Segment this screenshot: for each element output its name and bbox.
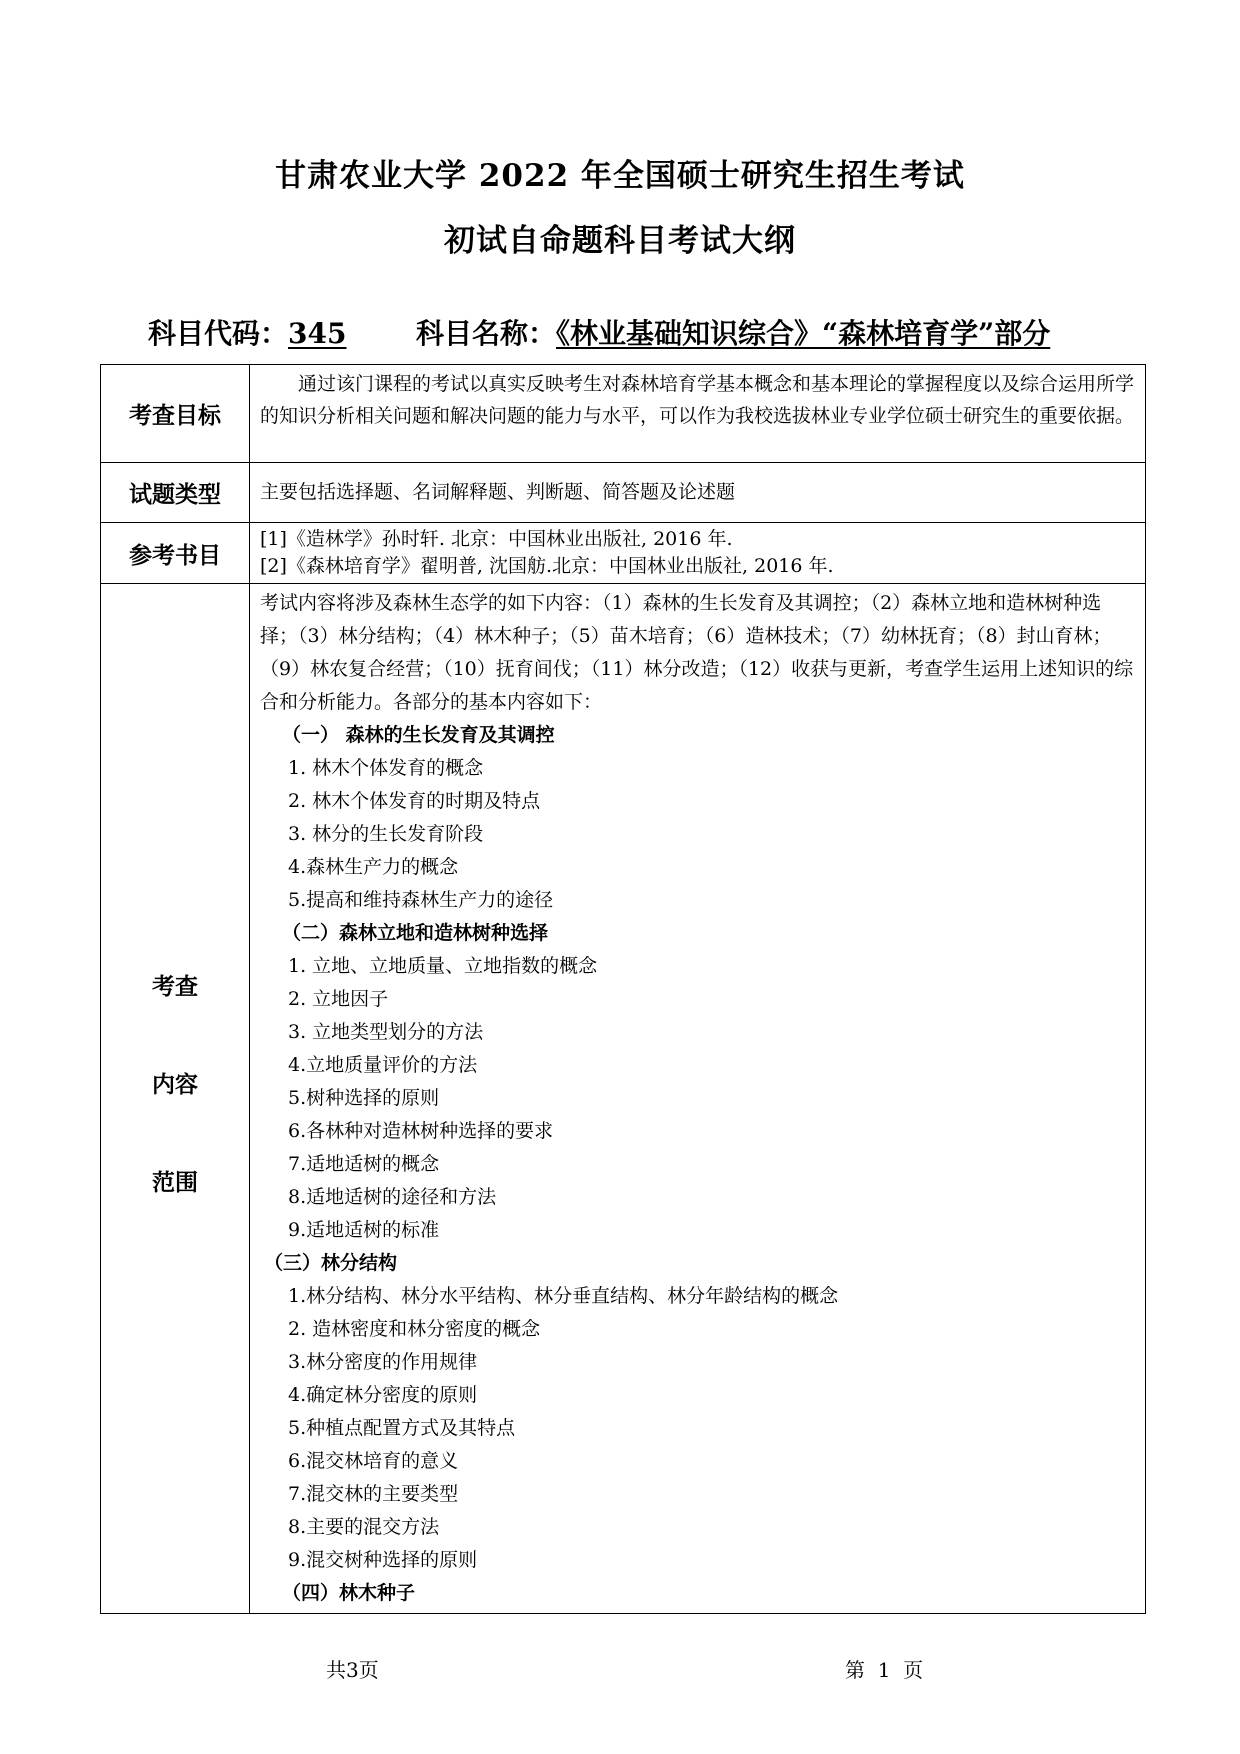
books-row xyxy=(101,523,1146,584)
list-item: 1. 立地、立地质量、立地指数的概念 xyxy=(288,955,598,977)
objective-row xyxy=(101,365,1146,463)
subject-name-label: 科目名称： xyxy=(416,317,557,350)
list-item: 4.森林生产力的概念 xyxy=(288,856,459,878)
section-title: （四）林木种子 xyxy=(282,1582,416,1604)
list-item: 4.立地质量评价的方法 xyxy=(288,1054,478,1076)
section-title: （二）森林立地和造林树种选择 xyxy=(282,922,549,944)
list-item: 2. 立地因子 xyxy=(288,988,389,1010)
objective-label: 考查目标 xyxy=(101,365,250,463)
footer-total-pages: 共3页 xyxy=(326,1658,379,1682)
scope-content xyxy=(250,584,1146,1614)
books-label: 参考书目 xyxy=(101,523,250,584)
scope-label-line: 内容 xyxy=(152,1071,198,1098)
list-item: 3. 立地类型划分的方法 xyxy=(288,1021,484,1043)
section-title: （一） 森林的生长发育及其调控 xyxy=(282,724,555,746)
list-item: 1. 林木个体发育的概念 xyxy=(288,757,484,779)
document-title: 甘肃农业大学 2022 年全国硕士研究生招生考试 xyxy=(275,158,965,194)
document-subtitle: 初试自命题科目考试大纲 xyxy=(444,223,796,259)
book-item: [1]《造林学》孙时轩. 北京：中国林业出版社, 2016 年. xyxy=(260,528,733,550)
list-item: 7.适地适树的概念 xyxy=(288,1153,440,1175)
list-item: 9.混交树种选择的原则 xyxy=(288,1549,478,1571)
list-item: 8.适地适树的途径和方法 xyxy=(288,1186,497,1208)
types-row xyxy=(101,463,1146,523)
scope-label xyxy=(101,584,250,1614)
book-item: [2]《森林培育学》翟明普, 沈国舫.北京：中国林业出版社, 2016 年. xyxy=(260,555,834,577)
subject-line xyxy=(148,312,1148,352)
subject-code-value: 345 xyxy=(288,317,347,350)
list-item: 7.混交林的主要类型 xyxy=(288,1483,459,1505)
subject-code-label: 科目代码： xyxy=(148,317,289,350)
objective-text: 通过该门课程的考试以真实反映考生对森林培育学基本概念和基本理论的掌握程度以及综合运用所学的知识分析相关问题和解决问题的能力与水平，可以作为我校选拔林业专业学位硕士研究生的重要依据。 xyxy=(260,373,1135,427)
scope-label-line: 考查 xyxy=(152,973,198,1000)
list-item: 6.混交林培育的意义 xyxy=(288,1450,459,1472)
list-item: 3. 林分的生长发育阶段 xyxy=(288,823,484,845)
list-item: 2. 林木个体发育的时期及特点 xyxy=(288,790,541,812)
list-item: 2. 造林密度和林分密度的概念 xyxy=(288,1318,541,1340)
list-item: 6.各林种对造林树种选择的要求 xyxy=(288,1120,554,1142)
scope-label-line: 范围 xyxy=(152,1169,198,1196)
list-item: 5.种植点配置方式及其特点 xyxy=(288,1417,516,1439)
types-label: 试题类型 xyxy=(101,463,250,523)
subject-name-value: 《林业基础知识综合》“森林培育学”部分 xyxy=(556,317,1051,350)
section-title: （三）林分结构 xyxy=(264,1252,398,1274)
list-item: 5.提高和维持森林生产力的途径 xyxy=(288,889,554,911)
types-text: 主要包括选择题、名词解释题、判断题、简答题及论述题 xyxy=(260,481,736,503)
list-item: 3.林分密度的作用规律 xyxy=(288,1351,478,1373)
objective-text-cell xyxy=(250,365,1146,463)
outline-table xyxy=(100,364,1146,1614)
list-item: 4.确定林分密度的原则 xyxy=(288,1384,478,1406)
scope-row xyxy=(101,584,1146,1614)
types-text-cell xyxy=(250,463,1146,523)
list-item: 1.林分结构、林分水平结构、林分垂直结构、林分年龄结构的概念 xyxy=(288,1285,839,1307)
books-cell xyxy=(250,523,1146,584)
scope-intro: 考试内容将涉及森林生态学的如下内容：（1）森林的生长发育及其调控；（2）森林立地和造林树种选择；（3）林分结构；（4）林木种子；（5）苗木培育；（6）造林技术；（7）幼林抚育；（8）封山育林；（9）林农复合经营；（10）抚育间伐；（11）林分改造；（12）收获与更新，考查学生运用上述知识的综合和分析能力。各部分的基本内容如下： xyxy=(260,592,1134,713)
list-item: 5.树种选择的原则 xyxy=(288,1087,440,1109)
footer-page-number: 第 1 页 xyxy=(845,1658,924,1682)
list-item: 9.适地适树的标准 xyxy=(288,1219,440,1241)
list-item: 8.主要的混交方法 xyxy=(288,1516,440,1538)
